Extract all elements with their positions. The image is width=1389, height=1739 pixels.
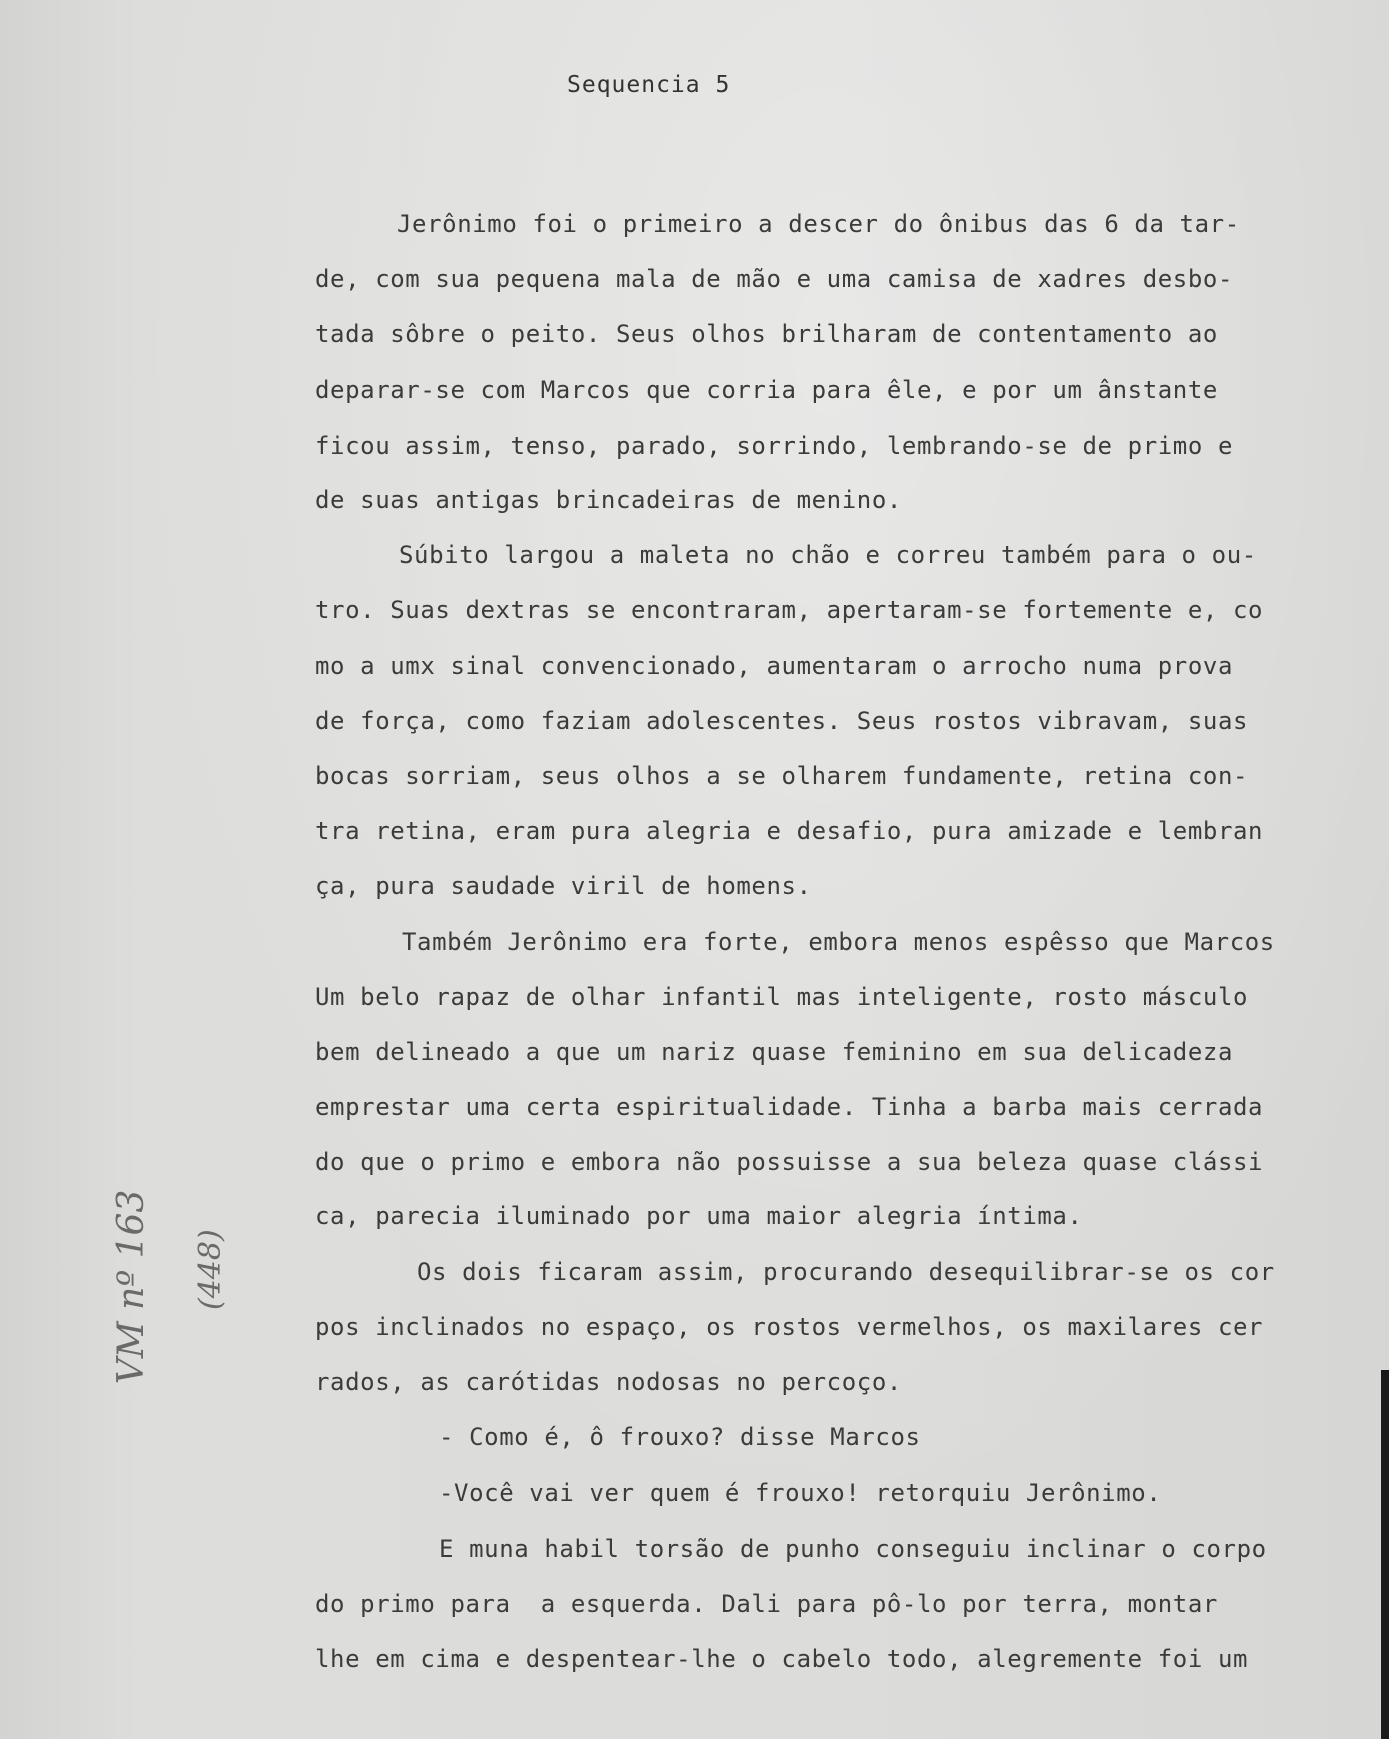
text-line: Súbito largou a maleta no chão e correu também para o ou-	[399, 541, 1257, 569]
text-line: E muna habil torsão de punho conseguiu inclinar o corpo	[439, 1535, 1267, 1563]
text-line: Também Jerônimo era forte, embora menos espêsso que Marcos	[402, 928, 1275, 956]
text-line: ca, parecia iluminado por uma maior alegria íntima.	[315, 1202, 1083, 1230]
text-line: rados, as carótidas nodosas no percoço.	[315, 1368, 902, 1396]
text-line: bocas sorriam, seus olhos a se olharem fundamente, retina con-	[315, 762, 1249, 790]
dialogue-line: - Como é, ô frouxo? disse Marcos	[439, 1423, 921, 1451]
text-line: tro. Suas dextras se encontraram, apertaram-se fortemente e, co	[315, 596, 1264, 624]
text-line: bem delineado a que um nariz quase feminino em sua delicadeza	[315, 1038, 1234, 1066]
text-line: tra retina, eram pura alegria e desafio, pura amizade e lembran	[315, 817, 1264, 845]
text-line: do que o primo e embora não possuisse a sua beleza quase clássi	[315, 1148, 1264, 1176]
scan-edge	[1381, 1370, 1389, 1739]
text-line: lhe em cima e despentear-lhe o cabelo todo, alegremente foi um	[315, 1645, 1249, 1673]
text-line: Jerônimo foi o primeiro a descer do ônibus das 6 da tar-	[397, 210, 1240, 238]
text-line: pos inclinados no espaço, os rostos vermelhos, os maxilares cer	[315, 1313, 1264, 1341]
text-line: de força, como faziam adolescentes. Seus rostos vibravam, suas	[315, 707, 1249, 735]
text-line: tada sôbre o peito. Seus olhos brilharam de contentamento ao	[315, 320, 1218, 348]
text-line: Um belo rapaz de olhar infantil mas inteligente, rosto másculo	[315, 983, 1249, 1011]
page-title: Sequencia 5	[567, 72, 731, 98]
text-line: de, com sua pequena mala de mão e uma camisa de xadres desbo-	[315, 265, 1234, 293]
text-line: Os dois ficaram assim, procurando desequilibrar-se os cor	[417, 1258, 1275, 1286]
text-line: emprestar uma certa espiritualidade. Tinha a barba mais cerrada	[315, 1093, 1264, 1121]
handwritten-margin-note	[70, 1190, 310, 1430]
margin-note-line: VM nº 163	[111, 1189, 152, 1385]
text-line: do primo para a esquerda. Dali para pô-lo por terra, montar	[315, 1590, 1218, 1618]
margin-note-line: (448)	[193, 1229, 228, 1310]
text-line: deparar-se com Marcos que corria para êle, e por um ânstante	[315, 376, 1218, 404]
text-line: de suas antigas brincadeiras de menino.	[315, 486, 902, 514]
text-line: ça, pura saudade viril de homens.	[315, 872, 812, 900]
text-line: ficou assim, tenso, parado, sorrindo, lembrando-se de primo e	[315, 432, 1234, 460]
dialogue-line: -Você vai ver quem é frouxo! retorquiu Jerônimo.	[439, 1479, 1162, 1507]
text-line: mo a umx sinal convencionado, aumentaram o arrocho numa prova	[315, 652, 1234, 680]
